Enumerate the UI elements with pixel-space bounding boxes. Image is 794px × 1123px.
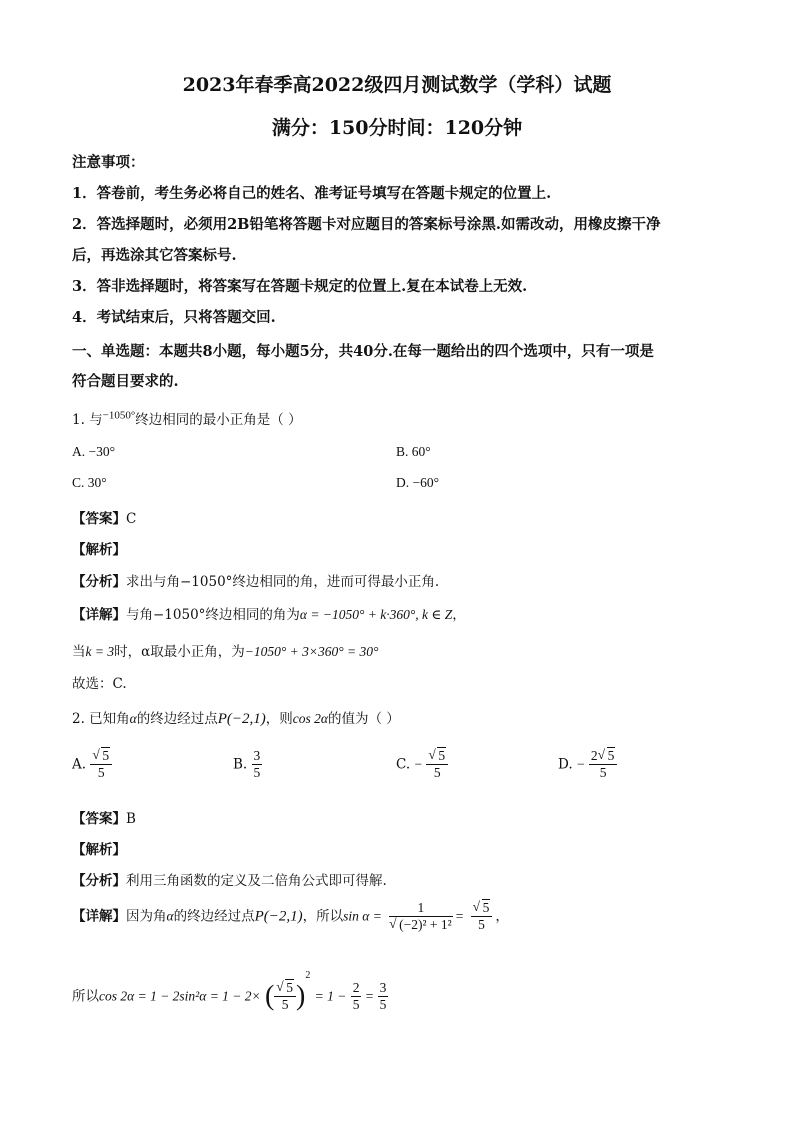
q2-xiangjie-den: (−2)² + 1² [399,917,452,932]
q2-line2-rparen: ) [296,980,306,1012]
q2-xiangjie-sin: sin α = [343,908,382,924]
q2-xiangjie [72,900,509,933]
q2-option-b-den: 5 [253,765,261,780]
q2-option-d-label: D. [558,756,573,773]
q2-line2-paren-num: 5 [286,980,294,995]
notice-heading: 注意事项： [72,154,145,171]
q2-xiangjie-mid2: ，所以 [302,908,344,925]
q2-option-b-num: 3 [253,748,261,763]
q2-stem-mid: 的终边经过点 [136,711,218,727]
q1-xiangjie-formula: α = −1050° + k·360°, k ∈ Z [299,607,453,622]
q2-xiangjie-point: P(−2,1) [254,908,303,925]
q2-option-a-num: 5 [102,748,110,763]
q2-option-c-label: C. [396,756,411,773]
q1-xiangjie-line2 [72,640,378,660]
q2-line2-f1-num: 2 [352,980,360,995]
notice-item-3: 3．答非选择题时，将答案写在答题卡规定的位置上.复在本试卷上无效. [72,278,528,295]
q2-option-d-value [589,748,618,781]
q1-stem-post: 终边相同的最小正角是（ ） [135,412,302,428]
q1-option-c: C. 30° [72,475,107,490]
q2-xiangjie-alpha: α [166,908,174,924]
q1-line2-mid: 时，α取最小正角，为 [114,644,245,660]
q2-option-a-value [90,748,112,781]
q2-fenxi-text: 利用三角函数的定义及二倍角公式即可得解. [126,873,387,889]
q2-option-a-den: 5 [97,765,105,780]
q2-xiangjie-pre: 因为角 [126,908,167,925]
q1-conclusion: 故选：C. [72,676,127,692]
q2-xiangjie-line2 [72,966,388,1013]
q1-xiangjie-pre: 与角−1050°终边相同的角为 [126,607,300,623]
q1-analysis-tag: 【解析】 [72,542,126,558]
q2-line2-lparen: ( [264,980,275,1012]
q1-stem-pre: 1. 与 [72,412,103,428]
page-title: 2023年春季高2022级四月测试数学（学科）试题 [182,74,612,96]
q1-answer-tag: 【答案】 [72,511,126,527]
q2-line2-f2-num: 3 [379,980,387,995]
q1-fenxi-text: 求出与角−1050°终边相同的角，进而可得最小正角. [126,574,440,590]
q2-fenxi-tag: 【分析】 [72,873,126,889]
q2-stem-expr: cos 2α [292,711,329,726]
q2-answer-value: B [126,811,136,827]
q2-stem-pre: 2. 已知角 [72,711,130,727]
q2-option-a-label: A. [72,756,87,773]
q1-option-d: D. −60° [396,475,440,490]
q1-xiangjie-end: ， [452,607,466,623]
q2-option-c-sign: − [414,756,423,772]
q2-option-c [396,748,448,781]
q1-line2-pre: 当 [72,644,86,660]
section-heading-line2: 符合题目要求的. [72,373,179,390]
q2-fenxi [72,869,387,889]
q2-xiangjie-frac [389,900,453,933]
q2-analysis-tag: 【解析】 [72,842,126,858]
q2-xiangjie-result [471,900,493,933]
q2-line2-c: = [365,988,374,1004]
q2-answer-tag: 【答案】 [72,811,126,827]
q2-line2-f1 [351,980,362,1013]
q1-answer [72,507,136,527]
q2-option-d-num: 5 [607,748,615,763]
q2-line2-sq: 2 [305,970,311,981]
q1-fenxi [72,570,439,590]
q2-xiangjie-r-num: 5 [482,900,490,915]
q2-option-d-den: 5 [599,765,607,780]
q1-option-a: A. −30° [72,444,116,459]
q1-stem-angle: −1050° [102,409,136,422]
q2-option-c-num: 5 [438,748,446,763]
q2-line2-f2-den: 5 [379,997,387,1012]
q2-xiangjie-end: ， [495,908,509,925]
q2-stem [72,707,400,728]
q2-option-c-value [426,748,448,781]
q2-option-b [233,748,262,781]
q2-option-b-value [252,748,263,781]
q1-fenxi-tag: 【分析】 [72,574,126,590]
notice-item-2-cont: 后，再选涂其它答案标号. [72,247,237,264]
q2-option-d-coef: 2 [590,748,598,763]
q1-line2-k: k = 3 [85,644,115,659]
q2-xiangjie-tag: 【详解】 [72,908,126,925]
q2-stem-post: 的值为（ ） [328,711,400,727]
page-subtitle: 满分：150分时间：120分钟 [271,117,523,139]
notice-item-4: 4．考试结束后，只将答题交回. [72,309,276,326]
q2-stem-point: P(−2,1) [217,711,266,727]
notice-item-1: 1．答卷前，考生务必将自己的姓名、准考证号填写在答题卡规定的位置上. [72,185,552,202]
q1-stem [72,408,302,428]
q2-option-d [558,748,617,781]
q2-option-c-den: 5 [433,765,441,780]
q2-xiangjie-eq: = [455,908,464,924]
q2-line2-a: cos 2α = 1 − 2sin²α = 1 − 2× [99,988,261,1004]
q2-line2-paren-den: 5 [281,997,289,1012]
q2-xiangjie-num: 1 [389,900,453,917]
q2-xiangjie-r-den: 5 [478,917,485,932]
q1-line2-formula: −1050° + 3×360° = 30° [244,644,379,659]
q2-answer [72,807,136,827]
q2-stem-alpha: α [129,711,137,726]
q2-line2-pre: 所以 [72,988,99,1005]
q2-line2-f2 [378,980,389,1013]
q2-option-b-label: B. [233,756,248,773]
q1-xiangjie [72,603,466,623]
q2-line2-b: = 1 − [314,988,347,1004]
q1-answer-value: C [126,511,137,527]
q2-line2-paren-frac [274,980,296,1013]
section-heading-line1: 一、单选题：本题共8小题，每小题5分，共40分.在每一题给出的四个选项中，只有一项是 [72,343,654,360]
q1-xiangjie-tag: 【详解】 [72,607,126,623]
q2-option-d-sign: − [576,756,585,772]
q1-option-b: B. 60° [396,444,431,459]
q2-xiangjie-mid: 的终边经过点 [173,908,255,925]
q2-line2-f1-den: 5 [352,997,360,1012]
q2-option-a [72,748,112,781]
notice-item-2: 2．答选择题时，必须用2B铅笔将答题卡对应题目的答案标号涂黑.如需改动，用橡皮擦干净 [72,216,661,233]
q2-stem-mid2: ，则 [265,711,293,727]
